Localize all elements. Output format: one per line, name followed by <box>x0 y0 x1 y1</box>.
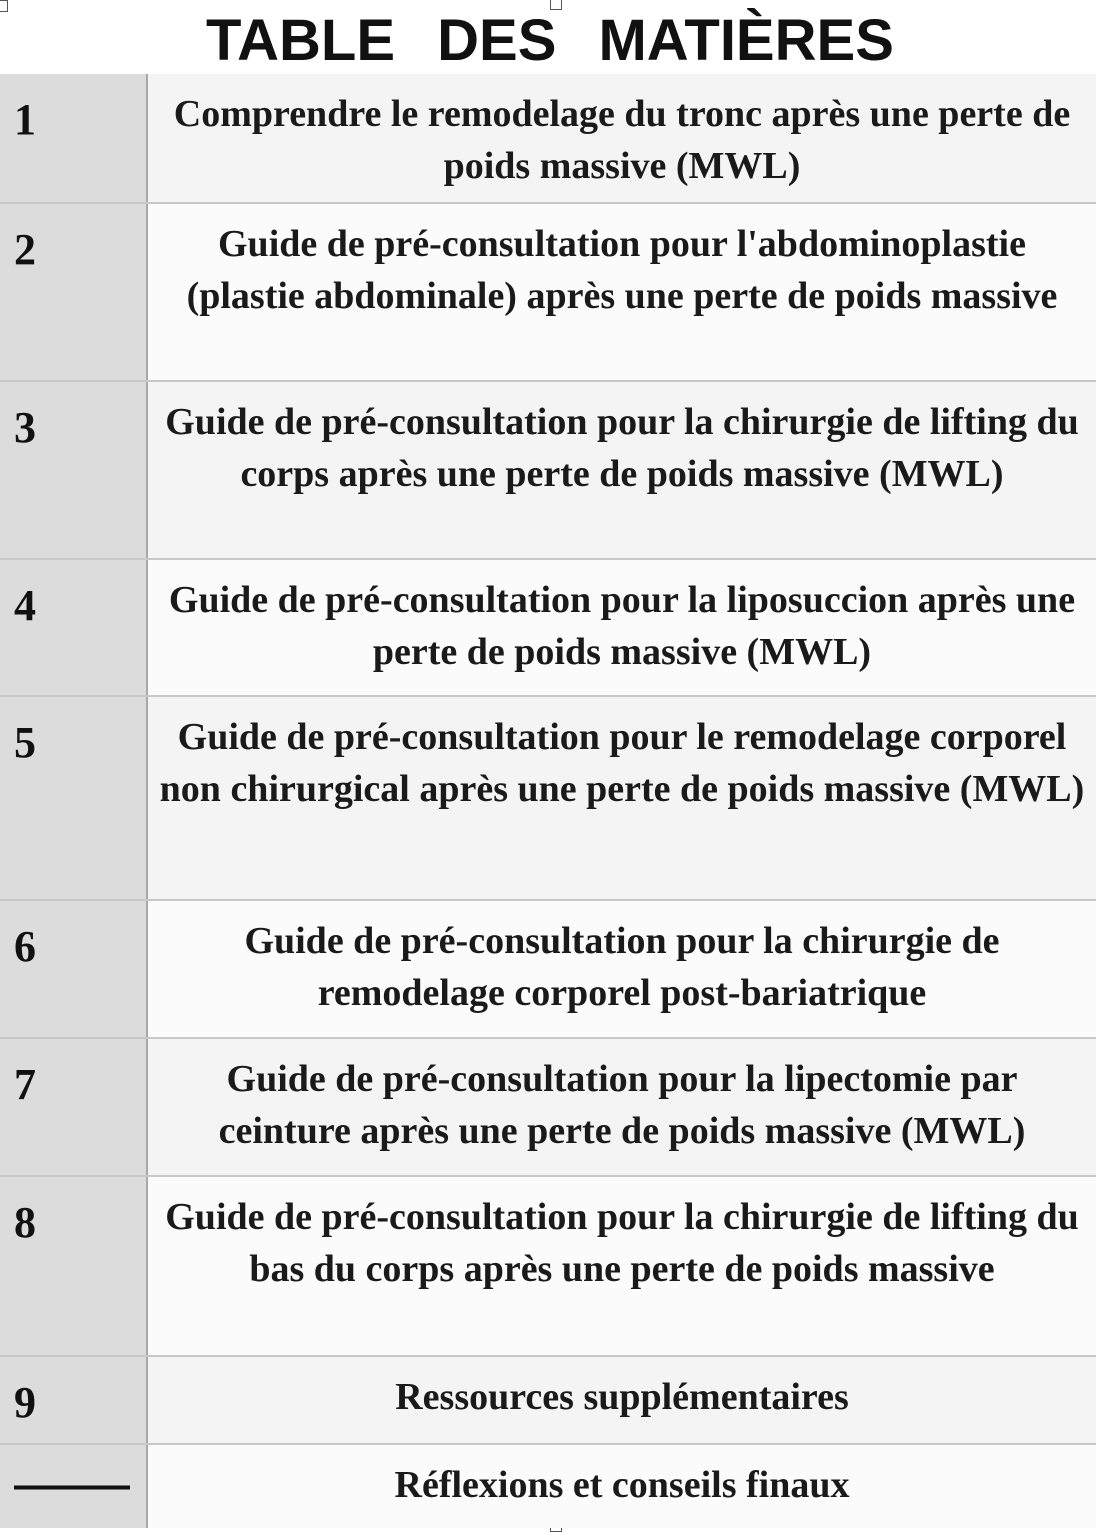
toc-row-number: 5 <box>0 697 148 899</box>
toc-row[interactable] <box>0 204 1096 382</box>
toc-row-number: 8 <box>0 1177 148 1355</box>
toc-row-number: 9 <box>0 1357 148 1443</box>
toc-row[interactable] <box>0 382 1096 560</box>
toc-row-title: Guide de pré-consultation pour le remodelage corporel non chirurgical après une perte de poids massive (MWL) <box>148 697 1096 899</box>
toc-row-title: Guide de pré-consultation pour la chirurgie de lifting du corps après une perte de poids massive (MWL) <box>148 382 1096 558</box>
toc-row-number: 7 <box>0 1039 148 1175</box>
toc-row-title: Réflexions et conseils finaux <box>148 1445 1096 1528</box>
toc-row-title: Guide de pré-consultation pour l'abdominoplastie (plastie abdominale) après une perte de poids massive <box>148 204 1096 380</box>
toc-row[interactable] <box>0 1357 1096 1445</box>
toc-row[interactable] <box>0 1445 1096 1528</box>
toc-row[interactable] <box>0 697 1096 901</box>
toc-table <box>0 74 1096 1528</box>
toc-row-number: 3 <box>0 382 148 558</box>
toc-row-number: 2 <box>0 204 148 380</box>
toc-row-title: Guide de pré-consultation pour la liposuccion après une perte de poids massive (MWL) <box>148 560 1096 695</box>
toc-row[interactable] <box>0 901 1096 1039</box>
toc-row[interactable] <box>0 560 1096 697</box>
toc-row[interactable] <box>0 74 1096 204</box>
toc-row-number: ——— <box>0 1445 148 1528</box>
toc-row-number: 6 <box>0 901 148 1037</box>
toc-row-title: Guide de pré-consultation pour la chirurgie de remodelage corporel post-bariatrique <box>148 901 1096 1037</box>
toc-row[interactable] <box>0 1039 1096 1177</box>
toc-title: TABLE DES MATIÈRES <box>206 8 894 73</box>
toc-row-title: Ressources supplémentaires <box>148 1357 1096 1443</box>
toc-row-number: 4 <box>0 560 148 695</box>
toc-row-title: Guide de pré-consultation pour la lipectomie par ceinture après une perte de poids massive (MWL) <box>148 1039 1096 1175</box>
toc-row-number: 1 <box>0 74 148 202</box>
toc-row[interactable] <box>0 1177 1096 1357</box>
toc-row-title: Guide de pré-consultation pour la chirurgie de lifting du bas du corps après une perte de poids massive <box>148 1177 1096 1355</box>
selection-handle-top-left[interactable] <box>0 0 8 12</box>
toc-row-title: Comprendre le remodelage du tronc après une perte de poids massive (MWL) <box>148 74 1096 202</box>
